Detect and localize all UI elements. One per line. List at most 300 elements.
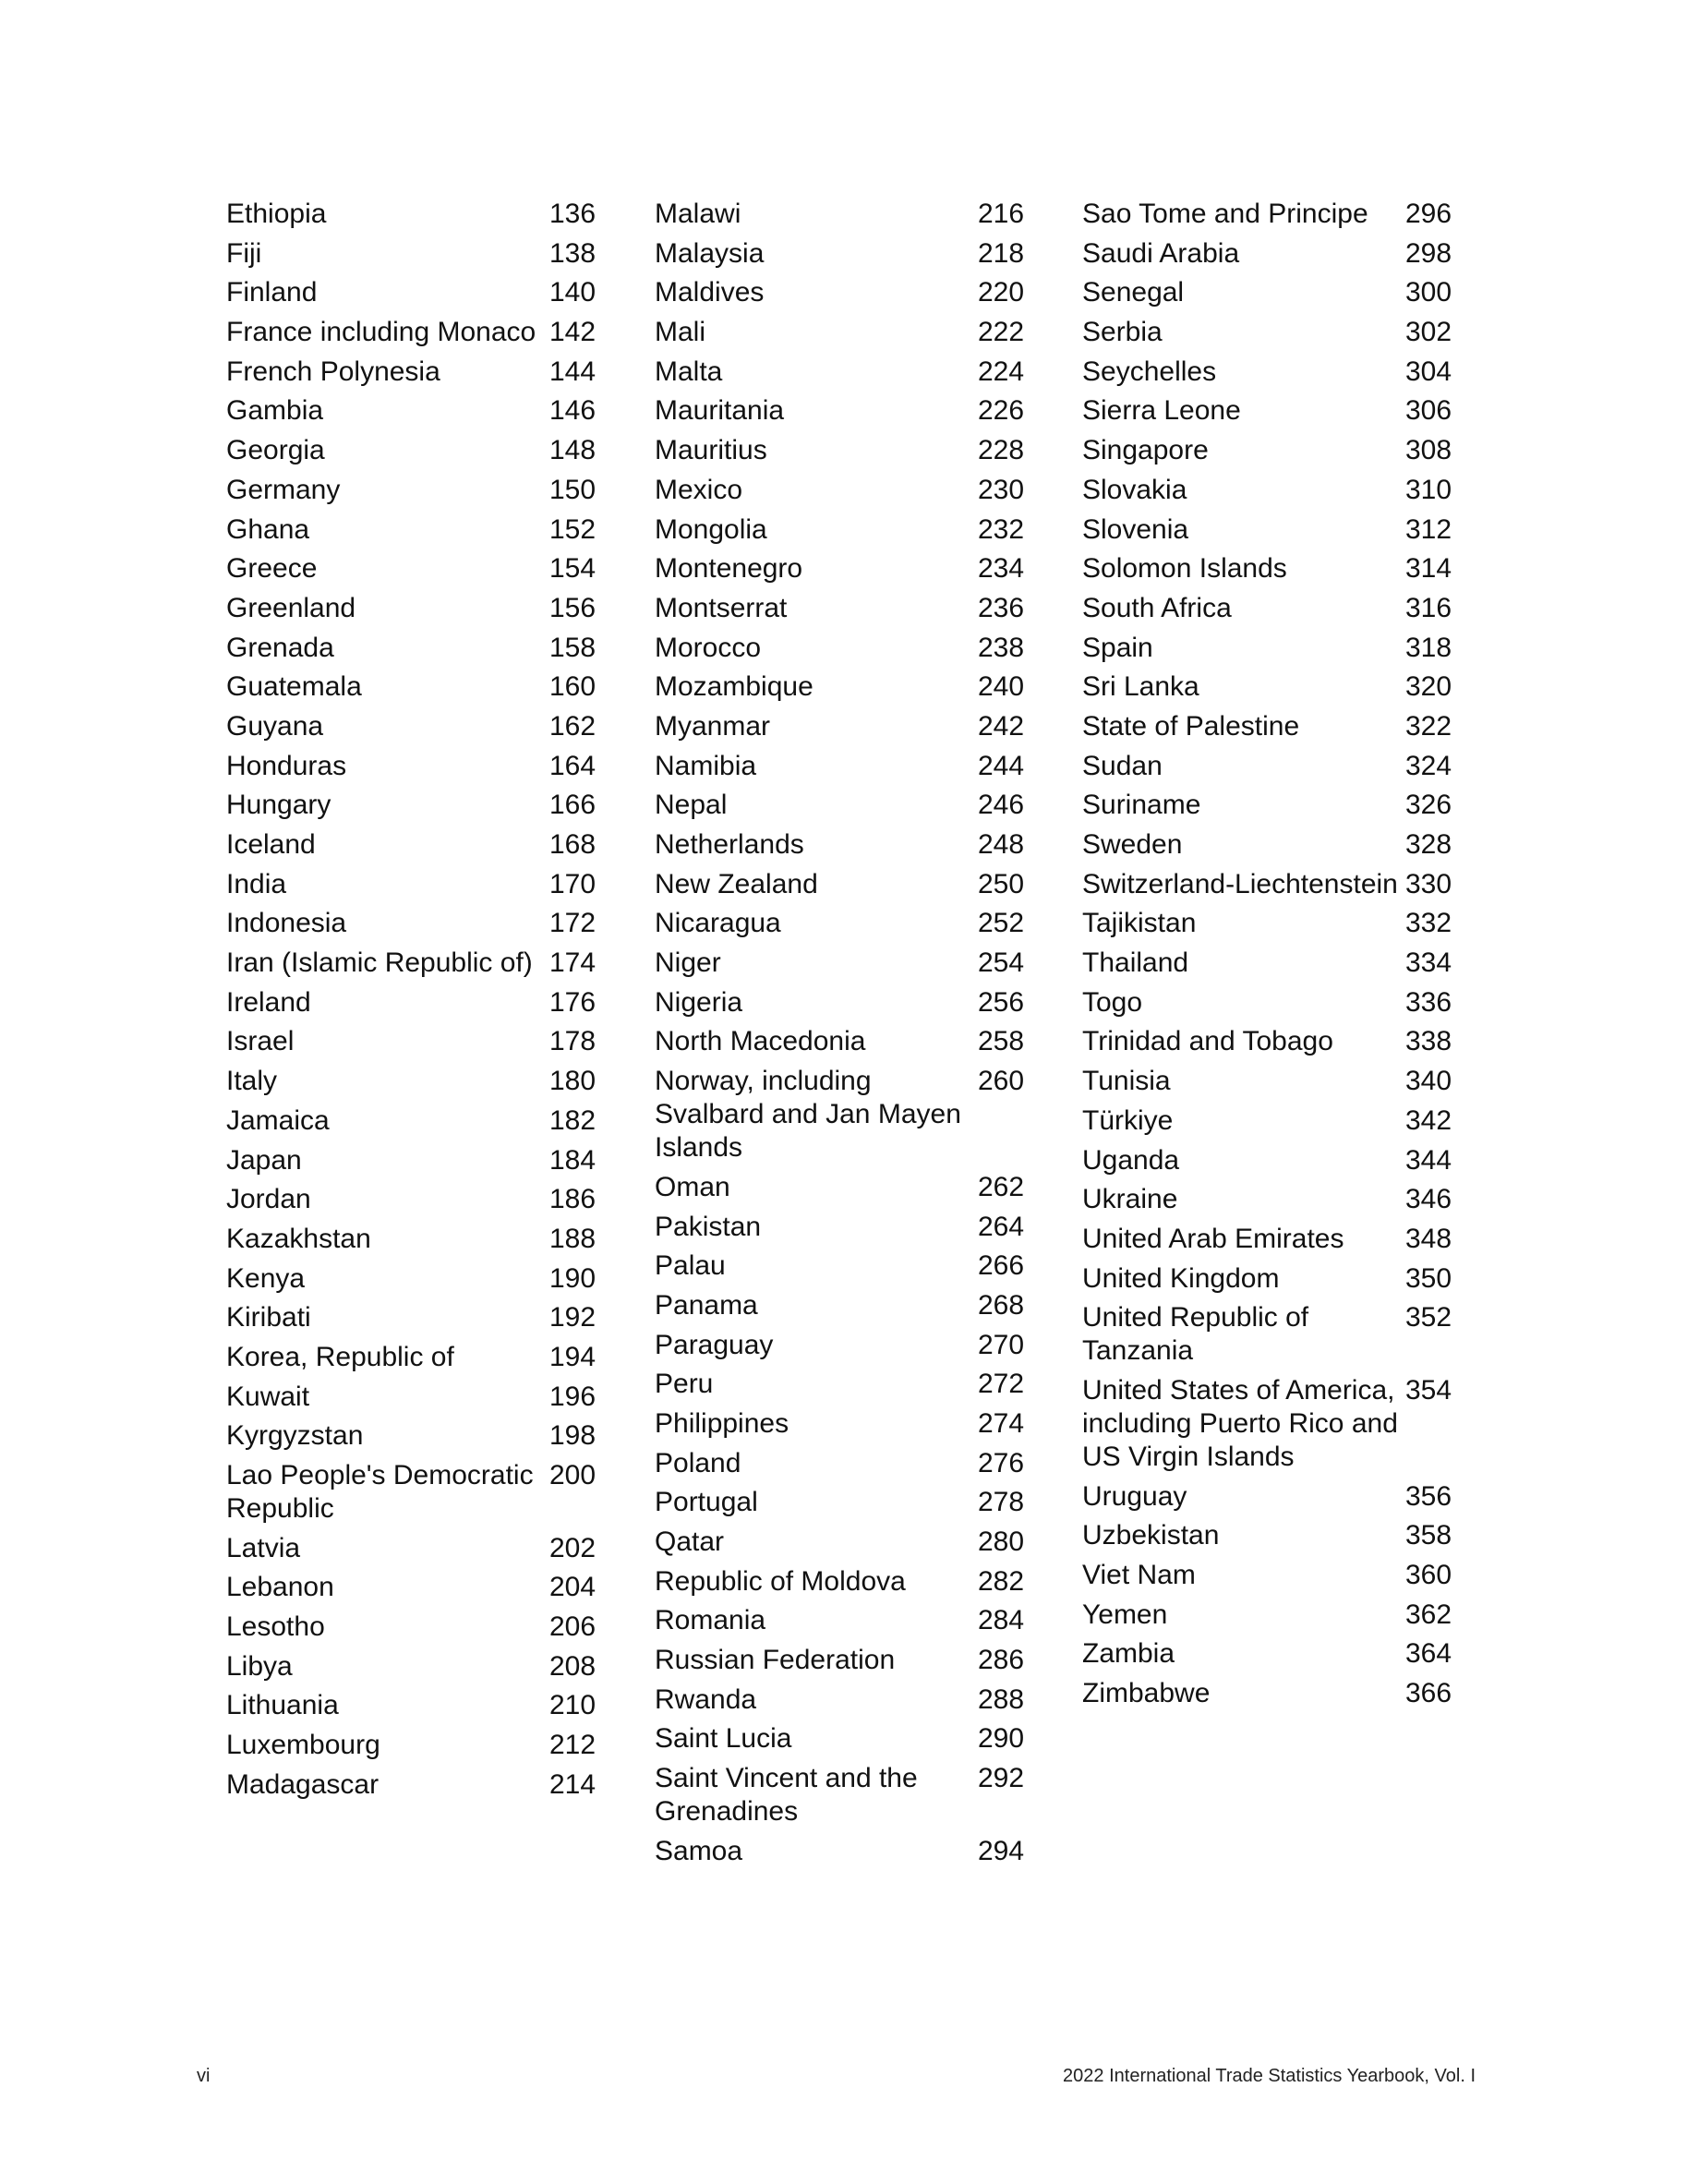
page-ref: 238 bbox=[978, 632, 1025, 663]
page-ref: 150 bbox=[549, 474, 596, 505]
country-name: Pakistan bbox=[655, 1211, 762, 1242]
page-ref: 192 bbox=[549, 1302, 596, 1333]
page-ref: 224 bbox=[978, 356, 1025, 387]
toc-entry bbox=[226, 828, 596, 862]
country-name: Uzbekistan bbox=[1082, 1520, 1220, 1551]
page-ref: 166 bbox=[549, 790, 596, 821]
toc-entry bbox=[1082, 1559, 1452, 1592]
toc-entry bbox=[655, 1329, 1024, 1362]
page-ref: 188 bbox=[549, 1223, 596, 1254]
page-ref: 276 bbox=[978, 1447, 1025, 1478]
country-name: Oman bbox=[655, 1171, 730, 1202]
country-name: Malaysia bbox=[655, 237, 765, 269]
country-name: Solomon Islands bbox=[1082, 553, 1287, 585]
page-ref: 340 bbox=[1405, 1066, 1452, 1097]
toc-entry bbox=[655, 1249, 1024, 1283]
page-ref: 346 bbox=[1405, 1184, 1452, 1215]
page-ref: 266 bbox=[978, 1250, 1025, 1282]
page-ref: 136 bbox=[549, 199, 596, 229]
toc-entry bbox=[226, 1611, 596, 1644]
country-name: New Zealand bbox=[655, 868, 818, 899]
country-name: Kuwait bbox=[226, 1381, 310, 1412]
page-ref: 196 bbox=[549, 1381, 596, 1412]
page-ref: 258 bbox=[978, 1026, 1025, 1057]
page-ref: 208 bbox=[549, 1650, 596, 1682]
toc-entry bbox=[655, 789, 1024, 822]
toc-entry bbox=[655, 237, 1024, 271]
toc-entry bbox=[226, 1459, 596, 1526]
country-name: Mauritius bbox=[655, 435, 767, 466]
country-name: Lao People's Democratic Republic bbox=[226, 1460, 534, 1524]
country-name: Paraguay bbox=[655, 1329, 774, 1360]
page-ref: 184 bbox=[549, 1144, 596, 1176]
toc-entry bbox=[226, 868, 596, 901]
page-ref: 282 bbox=[978, 1565, 1025, 1597]
country-name: Sao Tome and Principe bbox=[1082, 199, 1368, 229]
toc-entry bbox=[655, 1447, 1024, 1480]
country-name: Seychelles bbox=[1082, 356, 1217, 387]
page-ref: 228 bbox=[978, 435, 1025, 466]
page-ref: 318 bbox=[1405, 632, 1452, 663]
page-ref: 174 bbox=[549, 947, 596, 979]
page-ref: 210 bbox=[549, 1690, 596, 1721]
country-name: Slovenia bbox=[1082, 513, 1189, 545]
page-ref: 234 bbox=[978, 553, 1025, 585]
toc-entry bbox=[1082, 1065, 1452, 1098]
toc-entry bbox=[226, 1183, 596, 1216]
toc-entry bbox=[226, 552, 596, 585]
toc-entry bbox=[655, 670, 1024, 704]
country-name: Philippines bbox=[655, 1407, 789, 1439]
page-ref: 154 bbox=[549, 553, 596, 585]
page-ref: 294 bbox=[978, 1835, 1025, 1866]
toc-entry bbox=[226, 1689, 596, 1722]
country-name: Netherlands bbox=[655, 829, 804, 860]
country-name: Mali bbox=[655, 317, 706, 348]
toc-entry bbox=[226, 947, 596, 980]
toc-entry bbox=[226, 750, 596, 783]
toc-entry bbox=[655, 513, 1024, 547]
toc-entry bbox=[226, 356, 596, 389]
page-ref: 274 bbox=[978, 1407, 1025, 1439]
page-ref: 260 bbox=[978, 1066, 1025, 1097]
toc-entry bbox=[226, 1301, 596, 1334]
page-ref: 296 bbox=[1405, 199, 1452, 229]
page-ref: 152 bbox=[549, 513, 596, 545]
toc-entry bbox=[1082, 1301, 1452, 1368]
country-name: Korea, Republic of bbox=[226, 1341, 454, 1372]
country-name: Ghana bbox=[226, 513, 310, 545]
toc-entry bbox=[655, 1565, 1024, 1599]
country-name: Kyrgyzstan bbox=[226, 1420, 364, 1452]
page-ref: 336 bbox=[1405, 986, 1452, 1018]
country-name: Montserrat bbox=[655, 592, 788, 623]
toc-entry bbox=[1082, 986, 1452, 1020]
country-name: Norway, including Svalbard and Jan Mayen Islands bbox=[655, 1066, 961, 1164]
toc-entry bbox=[655, 986, 1024, 1020]
toc-entry bbox=[1082, 1519, 1452, 1552]
country-name: Trinidad and Tobago bbox=[1082, 1026, 1333, 1057]
country-name: Saudi Arabia bbox=[1082, 237, 1240, 269]
page-ref: 270 bbox=[978, 1329, 1025, 1360]
country-name: Senegal bbox=[1082, 277, 1185, 308]
country-name: Singapore bbox=[1082, 435, 1209, 466]
country-name: Türkiye bbox=[1082, 1104, 1174, 1136]
country-name: Gambia bbox=[226, 395, 324, 427]
country-name: Sudan bbox=[1082, 750, 1163, 781]
toc-entry bbox=[1082, 1223, 1452, 1256]
country-name: France including Monaco bbox=[226, 317, 536, 348]
toc-entry bbox=[226, 1341, 596, 1374]
toc-entry bbox=[226, 1729, 596, 1762]
page-ref: 356 bbox=[1405, 1480, 1452, 1512]
page-ref: 164 bbox=[549, 750, 596, 781]
page-ref: 190 bbox=[549, 1262, 596, 1294]
country-name: Georgia bbox=[226, 435, 325, 466]
toc-entry bbox=[655, 1835, 1024, 1868]
toc-entry bbox=[655, 1683, 1024, 1717]
page-ref: 176 bbox=[549, 986, 596, 1018]
country-name: Maldives bbox=[655, 277, 765, 308]
toc-entry bbox=[1082, 1183, 1452, 1216]
page-ref: 284 bbox=[978, 1605, 1025, 1636]
page-ref: 158 bbox=[549, 632, 596, 663]
toc-entry bbox=[226, 907, 596, 940]
page-ref: 146 bbox=[549, 395, 596, 427]
toc-entry bbox=[655, 1604, 1024, 1637]
toc-entry bbox=[226, 1144, 596, 1177]
toc-entry bbox=[1082, 276, 1452, 309]
page-ref: 306 bbox=[1405, 395, 1452, 427]
toc-entry bbox=[1082, 710, 1452, 743]
page-ref: 302 bbox=[1405, 317, 1452, 348]
toc-entry bbox=[226, 474, 596, 507]
toc-entry bbox=[1082, 1144, 1452, 1177]
page-ref: 252 bbox=[978, 908, 1025, 939]
page-ref: 338 bbox=[1405, 1026, 1452, 1057]
toc-entry bbox=[226, 1025, 596, 1058]
page-ref: 212 bbox=[549, 1730, 596, 1761]
toc-column-1 bbox=[226, 198, 596, 1808]
country-name: Malawi bbox=[655, 199, 741, 229]
toc-entry bbox=[655, 1025, 1024, 1058]
country-name: India bbox=[226, 868, 287, 899]
toc-entry bbox=[1082, 1637, 1452, 1671]
toc-entry bbox=[226, 394, 596, 428]
country-name: Switzerland-Liechtenstein bbox=[1082, 868, 1398, 899]
country-name: Jamaica bbox=[226, 1104, 330, 1136]
country-name: Germany bbox=[226, 474, 341, 505]
toc-entry bbox=[655, 1065, 1024, 1164]
page-ref: 286 bbox=[978, 1645, 1025, 1676]
country-name: Togo bbox=[1082, 986, 1143, 1018]
page-number: vi bbox=[197, 2066, 211, 2086]
toc-entry bbox=[655, 947, 1024, 980]
page-ref: 142 bbox=[549, 317, 596, 348]
page-ref: 230 bbox=[978, 474, 1025, 505]
toc-entry bbox=[655, 434, 1024, 467]
toc-entry bbox=[226, 1571, 596, 1604]
country-name: Slovakia bbox=[1082, 474, 1187, 505]
page-ref: 304 bbox=[1405, 356, 1452, 387]
country-name: Panama bbox=[655, 1289, 758, 1321]
page-ref: 148 bbox=[549, 435, 596, 466]
page-ref: 240 bbox=[978, 671, 1025, 703]
toc-entry bbox=[655, 632, 1024, 665]
publication-title: 2022 International Trade Statistics Yearbook, Vol. I bbox=[1063, 2066, 1476, 2086]
page-ref: 226 bbox=[978, 395, 1025, 427]
country-name: Qatar bbox=[655, 1526, 725, 1557]
country-name: Samoa bbox=[655, 1835, 743, 1866]
toc-entry bbox=[1082, 1599, 1452, 1632]
page-ref: 144 bbox=[549, 356, 596, 387]
toc-entry bbox=[655, 828, 1024, 862]
page-ref: 204 bbox=[549, 1572, 596, 1603]
page-ref: 290 bbox=[978, 1723, 1025, 1755]
toc-entry bbox=[655, 1171, 1024, 1204]
page-ref: 300 bbox=[1405, 277, 1452, 308]
page-ref: 216 bbox=[978, 199, 1025, 229]
toc-entry bbox=[1082, 632, 1452, 665]
country-name: Suriname bbox=[1082, 790, 1201, 821]
toc-entry bbox=[1082, 947, 1452, 980]
page-ref: 330 bbox=[1405, 868, 1452, 899]
country-name: Lebanon bbox=[226, 1572, 334, 1603]
country-name: Rwanda bbox=[655, 1683, 757, 1715]
toc-entry bbox=[1082, 868, 1452, 901]
toc-entry bbox=[226, 513, 596, 547]
country-name: Nepal bbox=[655, 790, 728, 821]
toc-entry bbox=[1082, 1677, 1452, 1710]
page-ref: 170 bbox=[549, 868, 596, 899]
page-ref: 364 bbox=[1405, 1638, 1452, 1670]
country-name: Iceland bbox=[226, 829, 316, 860]
country-name: Uganda bbox=[1082, 1144, 1180, 1176]
country-name: Saint Lucia bbox=[655, 1723, 792, 1755]
country-name: Guatemala bbox=[226, 671, 362, 703]
toc-entry bbox=[1082, 670, 1452, 704]
page-ref: 160 bbox=[549, 671, 596, 703]
toc-entry bbox=[1082, 198, 1452, 231]
page-ref: 322 bbox=[1405, 710, 1452, 742]
toc-entry bbox=[655, 750, 1024, 783]
country-name: Tunisia bbox=[1082, 1066, 1171, 1097]
toc-entry bbox=[226, 1768, 596, 1802]
country-name: Grenada bbox=[226, 632, 334, 663]
toc-entry bbox=[226, 276, 596, 309]
toc-entry bbox=[655, 1368, 1024, 1401]
country-name: Fiji bbox=[226, 237, 262, 269]
country-name: Jordan bbox=[226, 1184, 311, 1215]
country-name: Portugal bbox=[655, 1487, 758, 1518]
toc-entry bbox=[226, 1104, 596, 1138]
page-ref: 360 bbox=[1405, 1560, 1452, 1590]
toc-entry bbox=[226, 198, 596, 231]
toc-entry bbox=[655, 868, 1024, 901]
page-ref: 314 bbox=[1405, 553, 1452, 585]
country-name: Peru bbox=[655, 1369, 714, 1400]
toc-entry bbox=[1082, 1480, 1452, 1514]
toc-entry bbox=[655, 1644, 1024, 1677]
page-ref: 156 bbox=[549, 592, 596, 623]
page-ref: 178 bbox=[549, 1026, 596, 1057]
toc-entry bbox=[1082, 394, 1452, 428]
country-name: Kazakhstan bbox=[226, 1223, 371, 1254]
page-ref: 182 bbox=[549, 1104, 596, 1136]
country-name: Ukraine bbox=[1082, 1184, 1178, 1215]
country-name: Mongolia bbox=[655, 513, 767, 545]
page-ref: 248 bbox=[978, 829, 1025, 860]
country-name: Italy bbox=[226, 1066, 278, 1097]
toc-entry bbox=[655, 276, 1024, 309]
country-name: Serbia bbox=[1082, 317, 1163, 348]
country-name: Greenland bbox=[226, 592, 356, 623]
toc-entry bbox=[226, 632, 596, 665]
toc-entry bbox=[1082, 513, 1452, 547]
page-ref: 320 bbox=[1405, 671, 1452, 703]
page-ref: 162 bbox=[549, 710, 596, 742]
toc-entry bbox=[226, 316, 596, 349]
toc-entry bbox=[1082, 828, 1452, 862]
toc-entry bbox=[655, 394, 1024, 428]
page-ref: 352 bbox=[1405, 1302, 1452, 1333]
toc-entry bbox=[226, 1419, 596, 1453]
page-ref: 280 bbox=[978, 1526, 1025, 1557]
country-name: North Macedonia bbox=[655, 1026, 866, 1057]
country-name: Saint Vincent and the Grenadines bbox=[655, 1763, 918, 1828]
page-ref: 264 bbox=[978, 1211, 1025, 1242]
page-ref: 244 bbox=[978, 750, 1025, 781]
toc-entry bbox=[1082, 1025, 1452, 1058]
page-ref: 250 bbox=[978, 868, 1025, 899]
country-name: Libya bbox=[226, 1650, 293, 1682]
country-name: Indonesia bbox=[226, 908, 347, 939]
page-ref: 206 bbox=[549, 1611, 596, 1643]
country-name: Hungary bbox=[226, 790, 331, 821]
toc-entry bbox=[1082, 1374, 1452, 1474]
page-ref: 298 bbox=[1405, 237, 1452, 269]
toc-entry bbox=[655, 1722, 1024, 1756]
page-ref: 140 bbox=[549, 277, 596, 308]
page-ref: 214 bbox=[549, 1768, 596, 1800]
country-name: Mauritania bbox=[655, 395, 785, 427]
toc-entry bbox=[655, 474, 1024, 507]
page-ref: 344 bbox=[1405, 1144, 1452, 1176]
toc-entry bbox=[1082, 789, 1452, 822]
page-ref: 312 bbox=[1405, 513, 1452, 545]
toc-column-2 bbox=[655, 198, 1024, 1875]
toc-entry bbox=[226, 986, 596, 1020]
page-ref: 168 bbox=[549, 829, 596, 860]
country-name: Lithuania bbox=[226, 1690, 339, 1721]
page-ref: 268 bbox=[978, 1289, 1025, 1321]
page-ref: 198 bbox=[549, 1420, 596, 1452]
country-name: Nicaragua bbox=[655, 908, 781, 939]
toc-entry bbox=[1082, 552, 1452, 585]
toc-entry bbox=[226, 710, 596, 743]
country-name: Morocco bbox=[655, 632, 762, 663]
country-name: Kiribati bbox=[226, 1302, 311, 1333]
country-name: Zambia bbox=[1082, 1638, 1175, 1670]
toc-entry bbox=[655, 907, 1024, 940]
country-name: Luxembourg bbox=[226, 1730, 380, 1761]
toc-entry bbox=[1082, 1262, 1452, 1296]
page-ref: 308 bbox=[1405, 435, 1452, 466]
page-ref: 242 bbox=[978, 710, 1025, 742]
page-ref: 348 bbox=[1405, 1223, 1452, 1254]
page-ref: 328 bbox=[1405, 829, 1452, 860]
country-name: United Kingdom bbox=[1082, 1262, 1280, 1294]
country-name: Japan bbox=[226, 1144, 302, 1176]
country-name: Nigeria bbox=[655, 986, 743, 1018]
country-name: Guyana bbox=[226, 710, 324, 742]
page-ref: 236 bbox=[978, 592, 1025, 623]
page-ref: 292 bbox=[978, 1763, 1025, 1794]
country-name: Niger bbox=[655, 947, 721, 979]
country-name: Yemen bbox=[1082, 1599, 1168, 1630]
toc-entry bbox=[1082, 434, 1452, 467]
page-ref: 254 bbox=[978, 947, 1025, 979]
page-ref: 358 bbox=[1405, 1520, 1452, 1551]
toc-entry bbox=[226, 1065, 596, 1098]
page-ref: 354 bbox=[1405, 1374, 1452, 1406]
page-ref: 316 bbox=[1405, 592, 1452, 623]
country-name: Iran (Islamic Republic of) bbox=[226, 947, 533, 979]
page-ref: 262 bbox=[978, 1171, 1025, 1202]
toc-entry bbox=[226, 1223, 596, 1256]
page-ref: 350 bbox=[1405, 1262, 1452, 1294]
country-name: Malta bbox=[655, 356, 723, 387]
country-name: Poland bbox=[655, 1447, 741, 1478]
toc-entry bbox=[1082, 592, 1452, 625]
page-ref: 334 bbox=[1405, 947, 1452, 979]
page-ref: 218 bbox=[978, 237, 1025, 269]
toc-entry bbox=[1082, 907, 1452, 940]
country-name: Honduras bbox=[226, 750, 347, 781]
country-name: Uruguay bbox=[1082, 1480, 1187, 1512]
country-name: Namibia bbox=[655, 750, 757, 781]
page-ref: 342 bbox=[1405, 1104, 1452, 1136]
toc-entry bbox=[655, 198, 1024, 231]
toc-entry bbox=[226, 592, 596, 625]
page-ref: 246 bbox=[978, 790, 1025, 821]
country-name: Sweden bbox=[1082, 829, 1183, 860]
country-name: Kenya bbox=[226, 1262, 306, 1294]
toc-entry bbox=[655, 1407, 1024, 1441]
toc-entry bbox=[1082, 237, 1452, 271]
page-ref: 220 bbox=[978, 277, 1025, 308]
toc-entry bbox=[655, 1211, 1024, 1244]
country-name: Tajikistan bbox=[1082, 908, 1197, 939]
page-ref: 138 bbox=[549, 237, 596, 269]
toc-entry bbox=[226, 1532, 596, 1565]
country-name: Ireland bbox=[226, 986, 311, 1018]
toc-entry bbox=[655, 710, 1024, 743]
toc-entry bbox=[1082, 474, 1452, 507]
country-name: Madagascar bbox=[226, 1768, 380, 1800]
country-name: Palau bbox=[655, 1250, 726, 1282]
toc-entry bbox=[1082, 1104, 1452, 1138]
toc-entry bbox=[226, 670, 596, 704]
page-ref: 186 bbox=[549, 1184, 596, 1215]
page-ref: 272 bbox=[978, 1369, 1025, 1400]
page-ref: 172 bbox=[549, 908, 596, 939]
toc-entry bbox=[226, 1262, 596, 1296]
page-ref: 200 bbox=[549, 1460, 596, 1490]
page-ref: 332 bbox=[1405, 908, 1452, 939]
country-name: Montenegro bbox=[655, 553, 803, 585]
toc-column-3 bbox=[1082, 198, 1452, 1717]
